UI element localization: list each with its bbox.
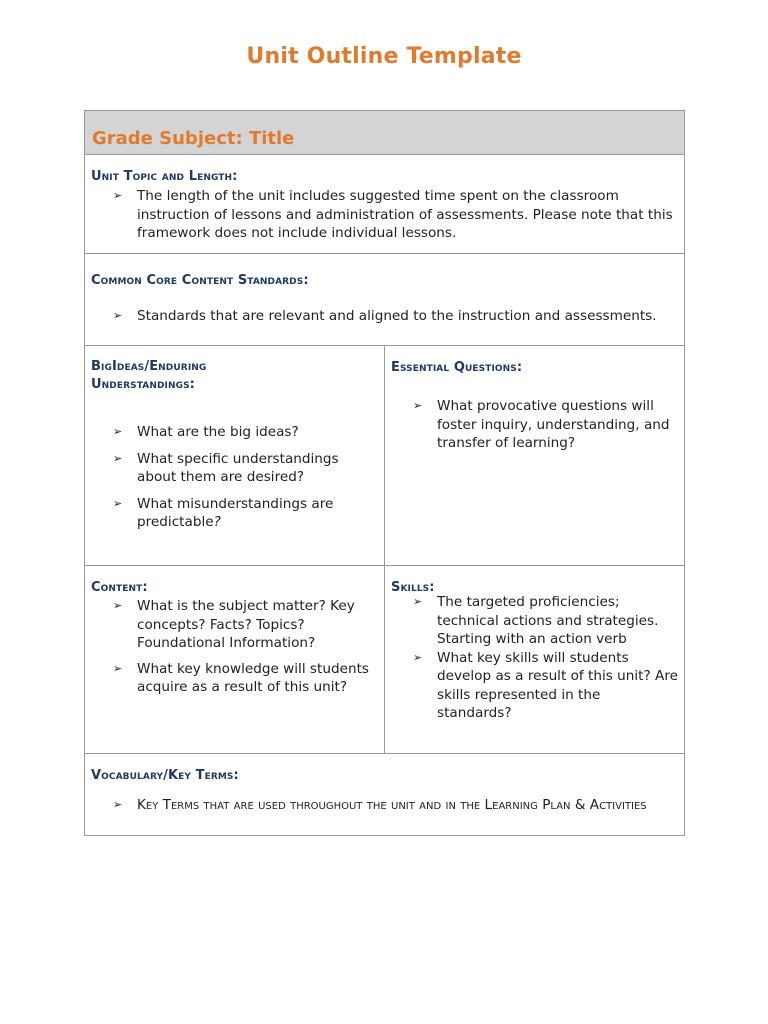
arrowhead-bullet-icon: ➢ <box>113 189 123 202</box>
content-list <box>91 597 378 697</box>
list-item-text: What misunderstandings are predictable <box>137 495 334 530</box>
list-item-text: What is the subject matter? Key concepts? Facts? Topics? Foundational Information? <box>137 598 355 651</box>
list-item <box>91 660 378 697</box>
document-title: Unit Outline Template <box>246 44 522 69</box>
list-item-text: What specific understandings about them are desired? <box>137 450 339 485</box>
content-heading: Content: <box>91 580 148 595</box>
list-item-text: Standards that are relevant and aligned to the instruction and assessments. <box>137 308 657 324</box>
list-item <box>91 495 378 532</box>
unit-topic-row <box>85 154 684 253</box>
content-skills-row <box>85 565 684 753</box>
list-item-text: What are the big ideas? <box>137 424 299 440</box>
standards-heading: Common Core Content Standards: <box>91 273 309 288</box>
arrowhead-bullet-icon: ➢ <box>113 309 123 322</box>
list-item <box>391 397 678 453</box>
big-ideas-heading-line2: Understandings: <box>91 377 195 392</box>
arrowhead-bullet-icon: ➢ <box>413 595 423 608</box>
skills-cell <box>385 566 684 753</box>
big-ideas-heading-line1: BigIdeas/Enduring <box>91 359 207 374</box>
list-item-text: What key knowledge will students acquire as a result of this unit? <box>137 660 369 695</box>
standards-row <box>85 253 684 345</box>
essential-questions-cell <box>385 346 684 565</box>
arrowhead-bullet-icon: ➢ <box>413 399 423 412</box>
big-ideas-cell <box>85 346 385 565</box>
arrowhead-bullet-icon: ➢ <box>113 599 123 612</box>
vocabulary-heading: Vocabulary/Key Terms: <box>91 768 239 783</box>
arrowhead-bullet-icon: ➢ <box>113 496 123 510</box>
list-item <box>91 307 678 326</box>
list-item-text: What provocative questions will foster inquiry, understanding, and transfer of learning? <box>437 398 670 451</box>
grade-subject-title: Grade Subject: Title <box>92 128 295 149</box>
list-item <box>91 187 678 243</box>
unit-topic-list <box>91 187 678 243</box>
big-ideas-list <box>91 423 378 532</box>
arrowhead-bullet-icon: ➢ <box>113 451 123 465</box>
list-item <box>391 593 678 649</box>
grade-subject-header-row <box>85 111 684 154</box>
standards-list <box>91 307 678 326</box>
list-item-text: The targeted proficiencies; technical actions and strategies. Starting with an action verb <box>437 594 659 647</box>
list-item-text: The length of the unit includes suggested time spent on the classroom instruction of lessons and administration of assessments. Please note that this framework does not include individual lessons. <box>137 188 673 241</box>
vocabulary-cell <box>85 754 684 835</box>
arrowhead-bullet-icon: ➢ <box>113 425 123 438</box>
list-item <box>91 597 378 653</box>
standards-cell <box>85 254 684 345</box>
big-ideas-heading <box>91 358 378 394</box>
list-item <box>391 649 678 723</box>
essential-questions-list <box>391 397 678 453</box>
arrowhead-bullet-icon: ➢ <box>413 650 423 664</box>
skills-heading: Skills: <box>391 580 435 595</box>
list-item-text: Key Terms that are used throughout the unit and in the Learning Plan & Activities <box>137 797 647 813</box>
arrowhead-bullet-icon: ➢ <box>113 798 123 811</box>
list-item <box>91 450 378 487</box>
content-cell <box>85 566 385 753</box>
unit-topic-heading: Unit Topic and Length: <box>91 169 238 184</box>
list-item <box>91 796 678 815</box>
essential-questions-heading: Essential Questions: <box>391 360 523 375</box>
question-mark: ? <box>213 514 221 530</box>
skills-list <box>391 593 678 723</box>
list-item <box>91 423 378 442</box>
unit-outline-table <box>84 110 685 836</box>
big-ideas-questions-row <box>85 345 684 565</box>
unit-topic-cell <box>85 155 684 253</box>
vocabulary-list <box>91 796 678 815</box>
vocabulary-row <box>85 753 684 835</box>
arrowhead-bullet-icon: ➢ <box>113 661 123 675</box>
list-item-text: What key skills will students develop as a result of this unit? Are skills represented in the standards? <box>437 649 678 721</box>
